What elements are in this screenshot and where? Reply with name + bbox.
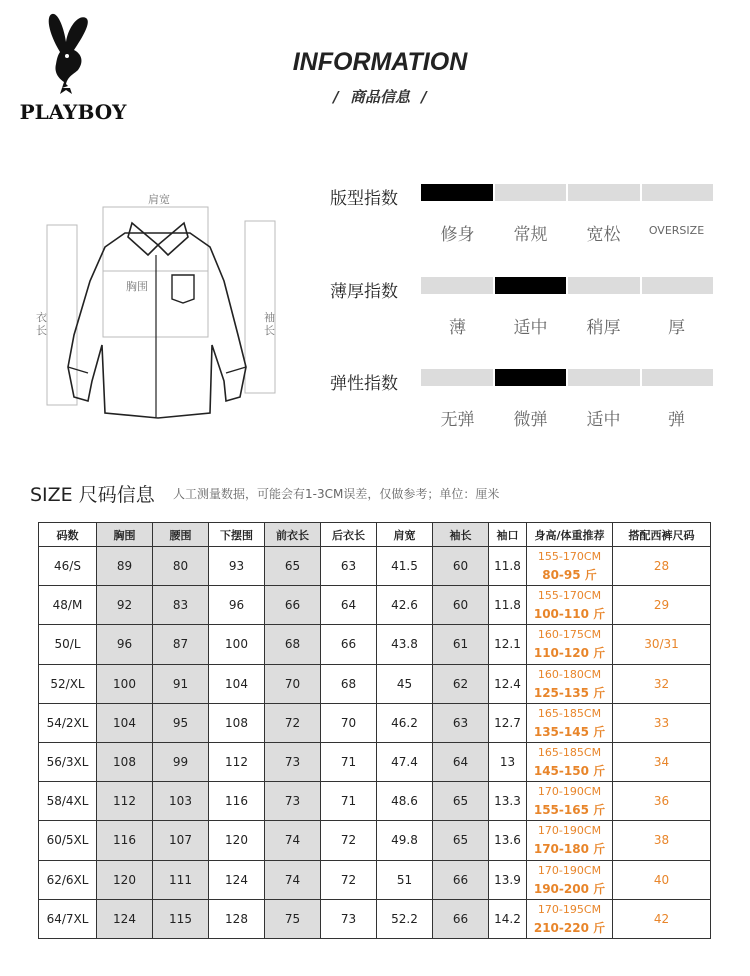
- index-option: 宽松: [586, 225, 621, 245]
- height-range: 160-175CM: [537, 628, 602, 642]
- brand-logo: [18, 12, 128, 122]
- height-range: 170-190CM: [537, 824, 602, 838]
- height-range: 165-185CM: [537, 746, 602, 760]
- bar-segment: [421, 369, 493, 386]
- shoulder-label: 肩宽: [148, 193, 170, 206]
- table-cell: 95: [153, 703, 209, 742]
- table-cell: 116: [209, 782, 265, 821]
- table-cell: 48/M: [39, 586, 97, 625]
- table-cell: 63: [321, 547, 377, 586]
- table-header-cell: 腰围: [153, 523, 209, 547]
- weight-range: 80-95 斤: [542, 568, 597, 583]
- recommendation-cell: [527, 625, 613, 664]
- table-cell: 65: [433, 782, 489, 821]
- table-header-cell: 码数: [39, 523, 97, 547]
- table-cell: 65: [265, 547, 321, 586]
- index-option: 弹: [668, 410, 685, 430]
- weight-range: 190-200 斤: [533, 881, 606, 896]
- bar-segment: [642, 369, 714, 386]
- table-row: [39, 547, 711, 586]
- table-cell: 66: [265, 586, 321, 625]
- table-cell: 12.7: [489, 703, 527, 742]
- recommendation-cell: [527, 586, 613, 625]
- table-cell: 64/7XL: [39, 899, 97, 938]
- index-option: 无弹: [440, 410, 475, 430]
- length-label: 衣长: [36, 311, 47, 337]
- table-cell: 11.8: [489, 547, 527, 586]
- index-option: 常规: [513, 225, 548, 245]
- table-cell: 68: [265, 625, 321, 664]
- weight-range: 170-180 斤: [533, 842, 606, 857]
- elasticity-index-bar: [421, 369, 713, 386]
- table-cell: 89: [97, 547, 153, 586]
- elasticity-index: [330, 369, 720, 439]
- table-cell: 73: [321, 899, 377, 938]
- table-cell: 124: [209, 860, 265, 899]
- weight-range: 100-110 斤: [533, 607, 606, 622]
- table-cell: 70: [265, 664, 321, 703]
- pants-size-cell: 36: [613, 782, 711, 821]
- fit-index-labels: [421, 220, 713, 245]
- table-row: [39, 586, 711, 625]
- index-option: 适中: [513, 318, 548, 338]
- table-header-cell: 前衣长: [265, 523, 321, 547]
- table-cell: 107: [153, 821, 209, 860]
- table-cell: 13.9: [489, 860, 527, 899]
- table-row: [39, 703, 711, 742]
- table-cell: 51: [377, 860, 433, 899]
- fit-index-bar: [421, 184, 713, 201]
- table-cell: 75: [265, 899, 321, 938]
- table-cell: 87: [153, 625, 209, 664]
- table-header-cell: 搭配西裤尺码: [613, 523, 711, 547]
- table-cell: 92: [97, 586, 153, 625]
- fit-index-title: 版型指数: [330, 189, 398, 209]
- pants-size-cell: 34: [613, 742, 711, 781]
- table-cell: 93: [209, 547, 265, 586]
- table-cell: 112: [97, 782, 153, 821]
- bar-segment: [421, 184, 493, 201]
- table-cell: 111: [153, 860, 209, 899]
- table-cell: 50/L: [39, 625, 97, 664]
- pants-size-cell: 30/31: [613, 625, 711, 664]
- table-cell: 108: [97, 742, 153, 781]
- table-cell: 115: [153, 899, 209, 938]
- table-cell: 66: [321, 625, 377, 664]
- index-option: 厚: [668, 318, 685, 338]
- table-cell: 70: [321, 703, 377, 742]
- chest-label: 胸围: [126, 280, 148, 293]
- table-row: [39, 782, 711, 821]
- table-cell: 63: [433, 703, 489, 742]
- table-cell: 71: [321, 782, 377, 821]
- table-cell: 91: [153, 664, 209, 703]
- bar-segment: [495, 184, 567, 201]
- table-cell: 13.3: [489, 782, 527, 821]
- table-cell: 12.1: [489, 625, 527, 664]
- bar-segment: [421, 277, 493, 294]
- table-cell: 66: [433, 899, 489, 938]
- recommendation-cell: [527, 664, 613, 703]
- recommendation-cell: [527, 782, 613, 821]
- table-row: [39, 860, 711, 899]
- table-cell: 41.5: [377, 547, 433, 586]
- table-row: [39, 742, 711, 781]
- table-cell: 60: [433, 586, 489, 625]
- fit-index: [330, 184, 720, 254]
- table-cell: 58/4XL: [39, 782, 97, 821]
- weight-range: 155-165 斤: [533, 803, 606, 818]
- elasticity-index-title: 弹性指数: [330, 374, 398, 394]
- table-cell: 108: [209, 703, 265, 742]
- table-cell: 103: [153, 782, 209, 821]
- table-cell: 65: [433, 821, 489, 860]
- height-range: 160-180CM: [537, 667, 602, 681]
- recommendation-cell: [527, 899, 613, 938]
- table-cell: 124: [97, 899, 153, 938]
- table-cell: 72: [321, 860, 377, 899]
- table-row: [39, 625, 711, 664]
- weight-range: 145-150 斤: [533, 764, 606, 779]
- table-header-cell: 下摆围: [209, 523, 265, 547]
- table-cell: 73: [265, 782, 321, 821]
- table-cell: 47.4: [377, 742, 433, 781]
- table-header-cell: 袖口: [489, 523, 527, 547]
- table-cell: 72: [265, 703, 321, 742]
- bar-segment: [495, 277, 567, 294]
- index-option: 修身: [440, 225, 475, 245]
- thickness-index-labels: [421, 313, 713, 338]
- table-cell: 12.4: [489, 664, 527, 703]
- table-cell: 100: [97, 664, 153, 703]
- table-cell: 60/5XL: [39, 821, 97, 860]
- table-cell: 54/2XL: [39, 703, 97, 742]
- bar-segment: [568, 277, 640, 294]
- table-cell: 80: [153, 547, 209, 586]
- height-range: 155-170CM: [537, 550, 602, 564]
- table-cell: 14.2: [489, 899, 527, 938]
- bar-segment: [642, 277, 714, 294]
- table-cell: 96: [209, 586, 265, 625]
- pants-size-cell: 42: [613, 899, 711, 938]
- weight-range: 135-145 斤: [533, 724, 606, 739]
- table-cell: 120: [97, 860, 153, 899]
- page-subtitle: / 商品信息 /: [333, 88, 427, 106]
- table-cell: 83: [153, 586, 209, 625]
- table-cell: 100: [209, 625, 265, 664]
- table-cell: 56/3XL: [39, 742, 97, 781]
- height-range: 170-195CM: [537, 902, 602, 916]
- shirt-outline-icon: [30, 185, 290, 420]
- table-cell: 46.2: [377, 703, 433, 742]
- bar-segment: [568, 369, 640, 386]
- table-header-cell: 胸围: [97, 523, 153, 547]
- table-cell: 74: [265, 860, 321, 899]
- index-option: 微弹: [513, 410, 548, 430]
- index-option: OVERSIZE: [648, 224, 705, 237]
- page-title: INFORMATION: [292, 48, 468, 76]
- bar-segment: [568, 184, 640, 201]
- recommendation-cell: [527, 547, 613, 586]
- table-cell: 104: [97, 703, 153, 742]
- height-range: 155-170CM: [537, 589, 602, 603]
- recommendation-cell: [527, 703, 613, 742]
- table-cell: 11.8: [489, 586, 527, 625]
- weight-range: 125-135 斤: [533, 685, 606, 700]
- index-option: 薄: [449, 318, 466, 338]
- table-cell: 48.6: [377, 782, 433, 821]
- weight-range: 110-120 斤: [533, 646, 606, 661]
- table-cell: 45: [377, 664, 433, 703]
- table-cell: 49.8: [377, 821, 433, 860]
- table-cell: 74: [265, 821, 321, 860]
- recommendation-cell: [527, 742, 613, 781]
- size-section-title: SIZE 尺码信息: [30, 484, 155, 506]
- table-cell: 68: [321, 664, 377, 703]
- thickness-index: [330, 277, 720, 347]
- table-cell: 120: [209, 821, 265, 860]
- pants-size-cell: 28: [613, 547, 711, 586]
- table-cell: 71: [321, 742, 377, 781]
- table-cell: 43.8: [377, 625, 433, 664]
- table-cell: 116: [97, 821, 153, 860]
- table-cell: 60: [433, 547, 489, 586]
- pants-size-cell: 32: [613, 664, 711, 703]
- table-header-cell: 肩宽: [377, 523, 433, 547]
- bar-segment: [495, 369, 567, 386]
- recommendation-cell: [527, 821, 613, 860]
- table-cell: 66: [433, 860, 489, 899]
- bar-segment: [642, 184, 714, 201]
- thickness-index-bar: [421, 277, 713, 294]
- table-cell: 46/S: [39, 547, 97, 586]
- sleeve-label: 袖长: [264, 311, 275, 337]
- table-header-cell: 身高/体重推荐: [527, 523, 613, 547]
- table-cell: 13.6: [489, 821, 527, 860]
- table-header-cell: 袖长: [433, 523, 489, 547]
- table-cell: 72: [321, 821, 377, 860]
- thickness-index-title: 薄厚指数: [330, 282, 398, 302]
- table-cell: 99: [153, 742, 209, 781]
- table-row: [39, 821, 711, 860]
- brand-name: PLAYBOY: [19, 100, 127, 124]
- table-cell: 62: [433, 664, 489, 703]
- shirt-diagram: [30, 185, 290, 420]
- table-cell: 64: [433, 742, 489, 781]
- pants-size-cell: 29: [613, 586, 711, 625]
- pants-size-cell: 40: [613, 860, 711, 899]
- table-cell: 61: [433, 625, 489, 664]
- height-range: 170-190CM: [537, 785, 602, 799]
- height-range: 165-185CM: [537, 706, 602, 720]
- size-section-note: 人工测量数据，可能会有1-3CM误差，仅做参考；单位：厘米: [173, 487, 500, 501]
- table-cell: 52.2: [377, 899, 433, 938]
- elasticity-index-labels: [421, 405, 713, 430]
- table-cell: 62/6XL: [39, 860, 97, 899]
- table-cell: 52/XL: [39, 664, 97, 703]
- table-row: [39, 664, 711, 703]
- height-range: 170-190CM: [537, 863, 602, 877]
- table-header-cell: 后衣长: [321, 523, 377, 547]
- table-cell: 112: [209, 742, 265, 781]
- pants-size-cell: 38: [613, 821, 711, 860]
- table-cell: 128: [209, 899, 265, 938]
- table-body: [39, 547, 711, 939]
- table-cell: 104: [209, 664, 265, 703]
- table-header-row: [39, 523, 711, 547]
- table-row: [39, 899, 711, 938]
- table-cell: 42.6: [377, 586, 433, 625]
- weight-range: 210-220 斤: [533, 920, 606, 935]
- table-cell: 73: [265, 742, 321, 781]
- bunny-logo-icon: [38, 12, 108, 96]
- size-table: [38, 522, 710, 939]
- table-cell: 64: [321, 586, 377, 625]
- index-option: 适中: [586, 410, 621, 430]
- table-cell: 96: [97, 625, 153, 664]
- index-option: 稍厚: [586, 318, 621, 338]
- recommendation-cell: [527, 860, 613, 899]
- table-cell: 13: [489, 742, 527, 781]
- pants-size-cell: 33: [613, 703, 711, 742]
